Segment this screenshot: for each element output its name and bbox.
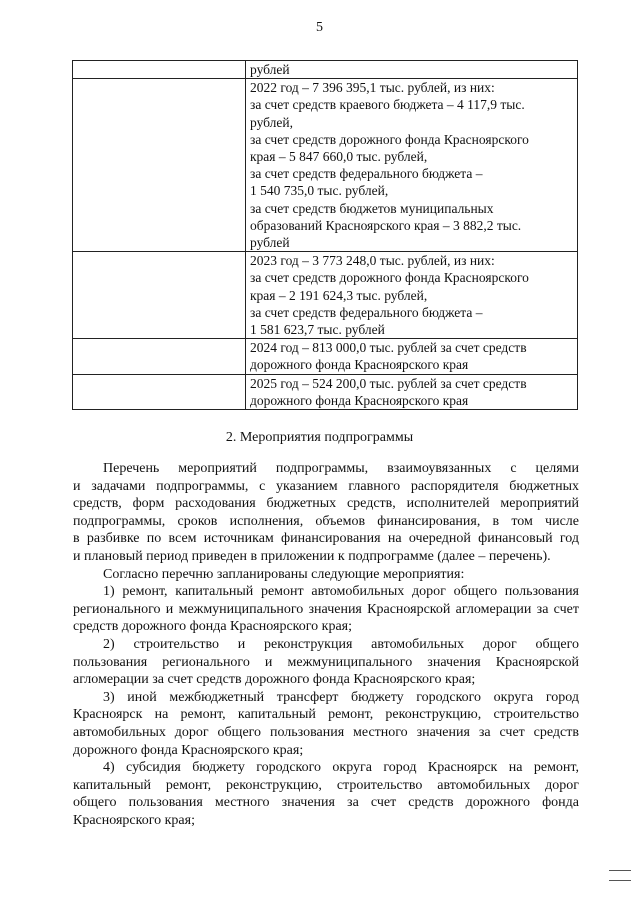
cell-line: 2024 год – 813 000,0 тыс. рублей за счет средств — [250, 340, 527, 356]
table-row — [73, 79, 578, 252]
edge-mark — [609, 870, 631, 871]
paragraph — [73, 460, 579, 566]
paragraph-line: 2) строительство и реконструкция автомобильных дорог общего — [103, 636, 579, 652]
cell-line: образований Красноярского края – 3 882,2 тыс. — [250, 217, 522, 233]
cell-line: 1 581 623,7 тыс. рублей — [250, 322, 385, 338]
table-empty-cell — [73, 252, 246, 339]
page-number: 5 — [316, 20, 323, 35]
table-row — [73, 374, 578, 409]
paragraph-line: 1) ремонт, капитальный ремонт автомобильных дорог общего пользования — [103, 584, 579, 600]
cell-line: за счет средств федерального бюджета – — [250, 166, 483, 182]
paragraph-line: 3) иной межбюджетный трансферт бюджету городского округа город — [103, 689, 579, 705]
cell-line: за счет средств дорожного фонда Красноярского — [250, 270, 529, 286]
section-title: 2. Мероприятия подпрограммы — [225, 430, 414, 445]
paragraph-line: и задачами подпрограммы, с указанием главного распорядителя бюджетных — [73, 478, 579, 494]
paragraph-line: средств, форм расходования бюджетных средств, исполнителей мероприятий — [73, 496, 579, 512]
cell-line: рублей — [250, 235, 290, 251]
cell-line: за счет средств федерального бюджета – — [250, 304, 483, 320]
cell-line: рублей — [250, 62, 290, 77]
cell-line: 2025 год – 524 200,0 тыс. рублей за счет средств — [250, 375, 527, 391]
paragraph-line: дорожного фонда Красноярского края; — [73, 742, 304, 758]
paragraph — [73, 566, 579, 584]
paragraph-line: средств дорожного фонда Красноярского края; — [73, 619, 353, 635]
table-text-cell — [246, 61, 578, 79]
table-text-cell — [246, 374, 578, 409]
cell-line: за счет средств дорожного фонда Красноярского — [250, 131, 529, 147]
table-row — [73, 61, 578, 79]
table-text-cell — [246, 79, 578, 252]
table-text-cell — [246, 339, 578, 374]
paragraph-line: подпрограммы, сроков исполнения, объемов финансирования, в том числе — [73, 513, 579, 529]
cell-line: края – 5 847 660,0 тыс. рублей, — [250, 149, 428, 165]
paragraph-line: Перечень мероприятий подпрограммы, взаимоувязанных с целями — [103, 461, 579, 476]
paragraph-line: регионального и межмуниципального значения Красноярской агломерации за счет — [73, 601, 579, 617]
paragraph-line: агломерации за счет средств дорожного фонда Красноярского края; — [73, 672, 476, 688]
cell-line: края – 2 191 624,3 тыс. рублей, — [250, 287, 428, 303]
cell-line: за счет средств краевого бюджета – 4 117,9 тыс. — [250, 97, 525, 113]
table-row — [73, 252, 578, 339]
paragraph-line: в разбивке по всем источникам финансирования на очередной финансовый год — [73, 531, 579, 547]
paragraph-line: пользования регионального и межмуниципального значения Красноярской — [73, 654, 579, 670]
table-empty-cell — [73, 61, 246, 79]
paragraph — [73, 759, 579, 829]
paragraph-line: 4) субсидия бюджету городского округа город Красноярск на ремонт, — [103, 760, 579, 776]
table-empty-cell — [73, 339, 246, 374]
paragraph-line: автомобильных дорог общего пользования местного значения за счет средств — [73, 724, 579, 740]
paragraph-line: общего пользования местного значения за счет средств дорожного фонда — [73, 795, 579, 811]
cell-line: 2022 год – 7 396 395,1 тыс. рублей, из них: — [250, 80, 495, 96]
financing-table — [72, 60, 578, 410]
paragraph-line: Красноярск на ремонт, капитальный ремонт, реконструкцию, строительство — [73, 707, 579, 723]
paragraph-line: Красноярского края; — [73, 812, 195, 828]
cell-line: 1 540 735,0 тыс. рублей, — [250, 183, 389, 199]
cell-line: дорожного фонда Красноярского края — [250, 357, 469, 373]
cell-line: дорожного фонда Красноярского края — [250, 392, 469, 408]
paragraph-line: и плановый период приведен в приложении к подпрограмме (далее – перечень). — [73, 548, 551, 564]
paragraph-line: капитальный ремонт, реконструкцию, строительство автомобильных дорог — [73, 777, 579, 793]
table-empty-cell — [73, 374, 246, 409]
body-text — [73, 460, 579, 829]
paragraph — [73, 689, 579, 759]
cell-line: рублей, — [250, 114, 294, 130]
cell-line: за счет средств бюджетов муниципальных — [250, 200, 494, 216]
cell-line: 2023 год – 3 773 248,0 тыс. рублей, из них: — [250, 253, 495, 269]
table-row — [73, 339, 578, 374]
paragraph — [73, 636, 579, 689]
paragraph-line: Согласно перечню запланированы следующие мероприятия: — [103, 566, 465, 582]
table-text-cell — [246, 252, 578, 339]
edge-mark — [609, 880, 631, 881]
paragraph — [73, 583, 579, 636]
table-empty-cell — [73, 79, 246, 252]
